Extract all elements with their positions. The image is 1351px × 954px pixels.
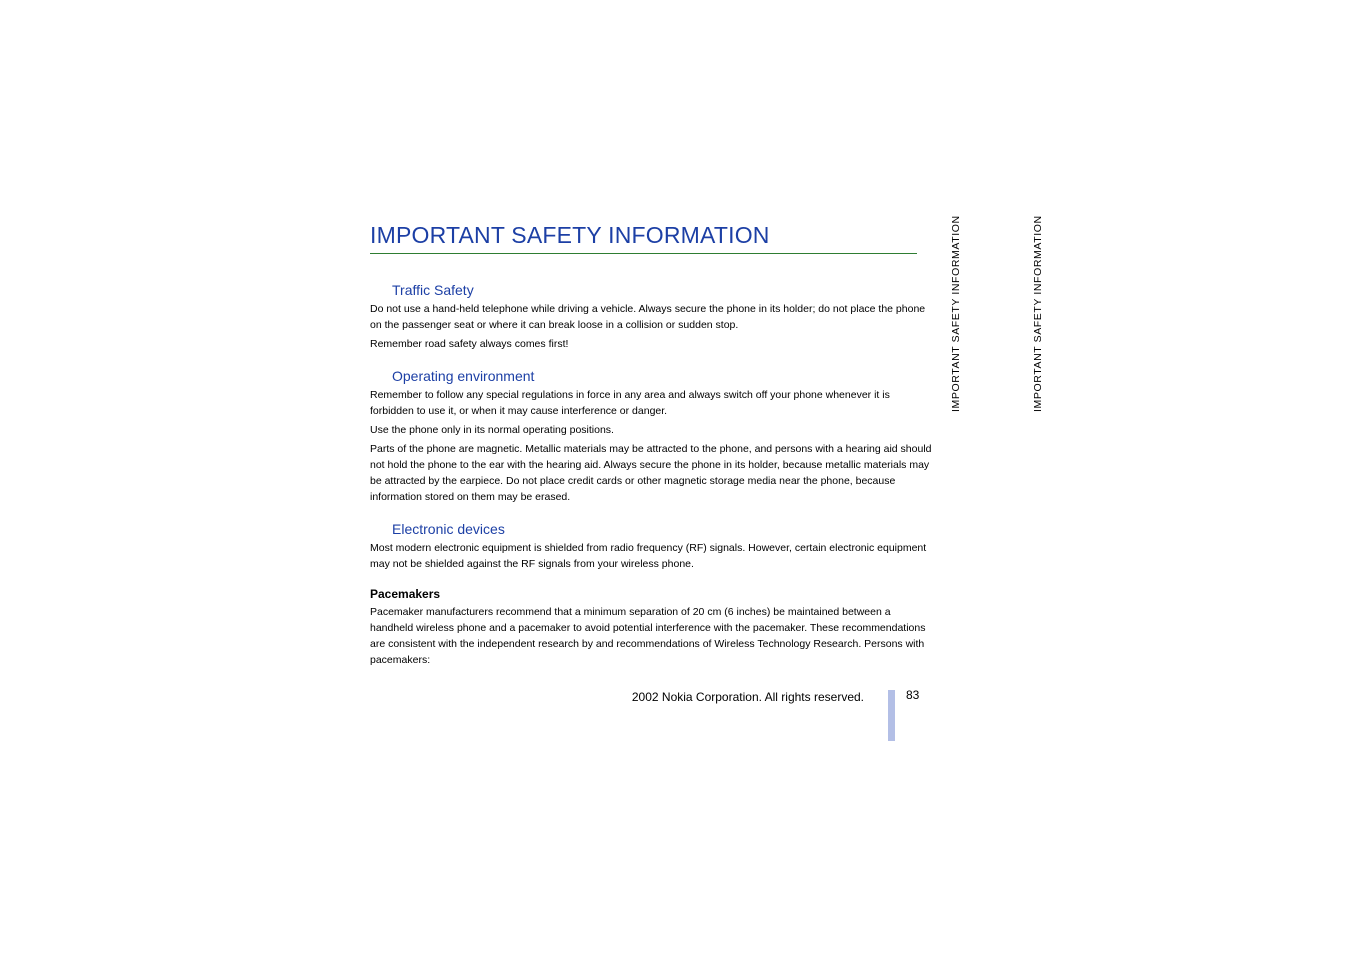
page-number: 83 (906, 688, 920, 702)
side-section-label-duplicate: IMPORTANT SAFETY INFORMATION (1032, 215, 1044, 412)
section-operating-environment (370, 366, 936, 505)
paragraph: Do not use a hand-held telephone while driving a vehicle. Always secure the phone in its holder; do not place the phone on the passenger seat or where it can break loose in a collision or sudden stop. (370, 303, 926, 331)
paragraph: Pacemaker manufacturers recommend that a minimum separation of 20 cm (6 inches) be maintained between a handheld wireless phone and a pacemaker to avoid potential interference with the pacemaker. These recommendations are consistent with the independent research by and recommendations of Wireless Technology Research. Persons with pacemakers: (370, 606, 926, 666)
page-edge-bar (888, 690, 895, 741)
document-body (370, 280, 936, 682)
section-electronic-devices (370, 519, 936, 572)
section-traffic-safety (370, 280, 936, 352)
paragraph: Most modern electronic equipment is shielded from radio frequency (RF) signals. However, certain electronic equipment may not be shielded against the RF signals from your wireless phone. (370, 542, 927, 570)
paragraph: Parts of the phone are magnetic. Metallic materials may be attracted to the phone, and persons with a hearing aid should not hold the phone to the ear with the hearing aid. Always secure the phone in its holder, because metallic materials may be attracted by the earpiece. Do not place credit cards or other magnetic storage media near the phone, because information stored on them may be erased. (370, 443, 932, 503)
sub-heading-pacemakers: Pacemakers (370, 587, 441, 601)
paragraph: Remember to follow any special regulations in force in any area and always switch off your phone whenever it is forbidden to use it, or when it may cause interference or danger. (370, 389, 890, 417)
copyright-notice: 2002 Nokia Corporation. All rights reserved. (631, 690, 864, 704)
section-heading-operating-environment: Operating environment (392, 368, 535, 384)
section-pacemakers (370, 586, 936, 668)
paragraph: Use the phone only in its normal operating positions. (370, 424, 614, 436)
side-section-label: IMPORTANT SAFETY INFORMATION (950, 215, 962, 412)
page-title: IMPORTANT SAFETY INFORMATION (370, 220, 917, 254)
section-heading-electronic-devices: Electronic devices (392, 521, 505, 537)
section-heading-traffic-safety: Traffic Safety (392, 282, 474, 298)
paragraph: Remember road safety always comes first! (370, 338, 569, 350)
